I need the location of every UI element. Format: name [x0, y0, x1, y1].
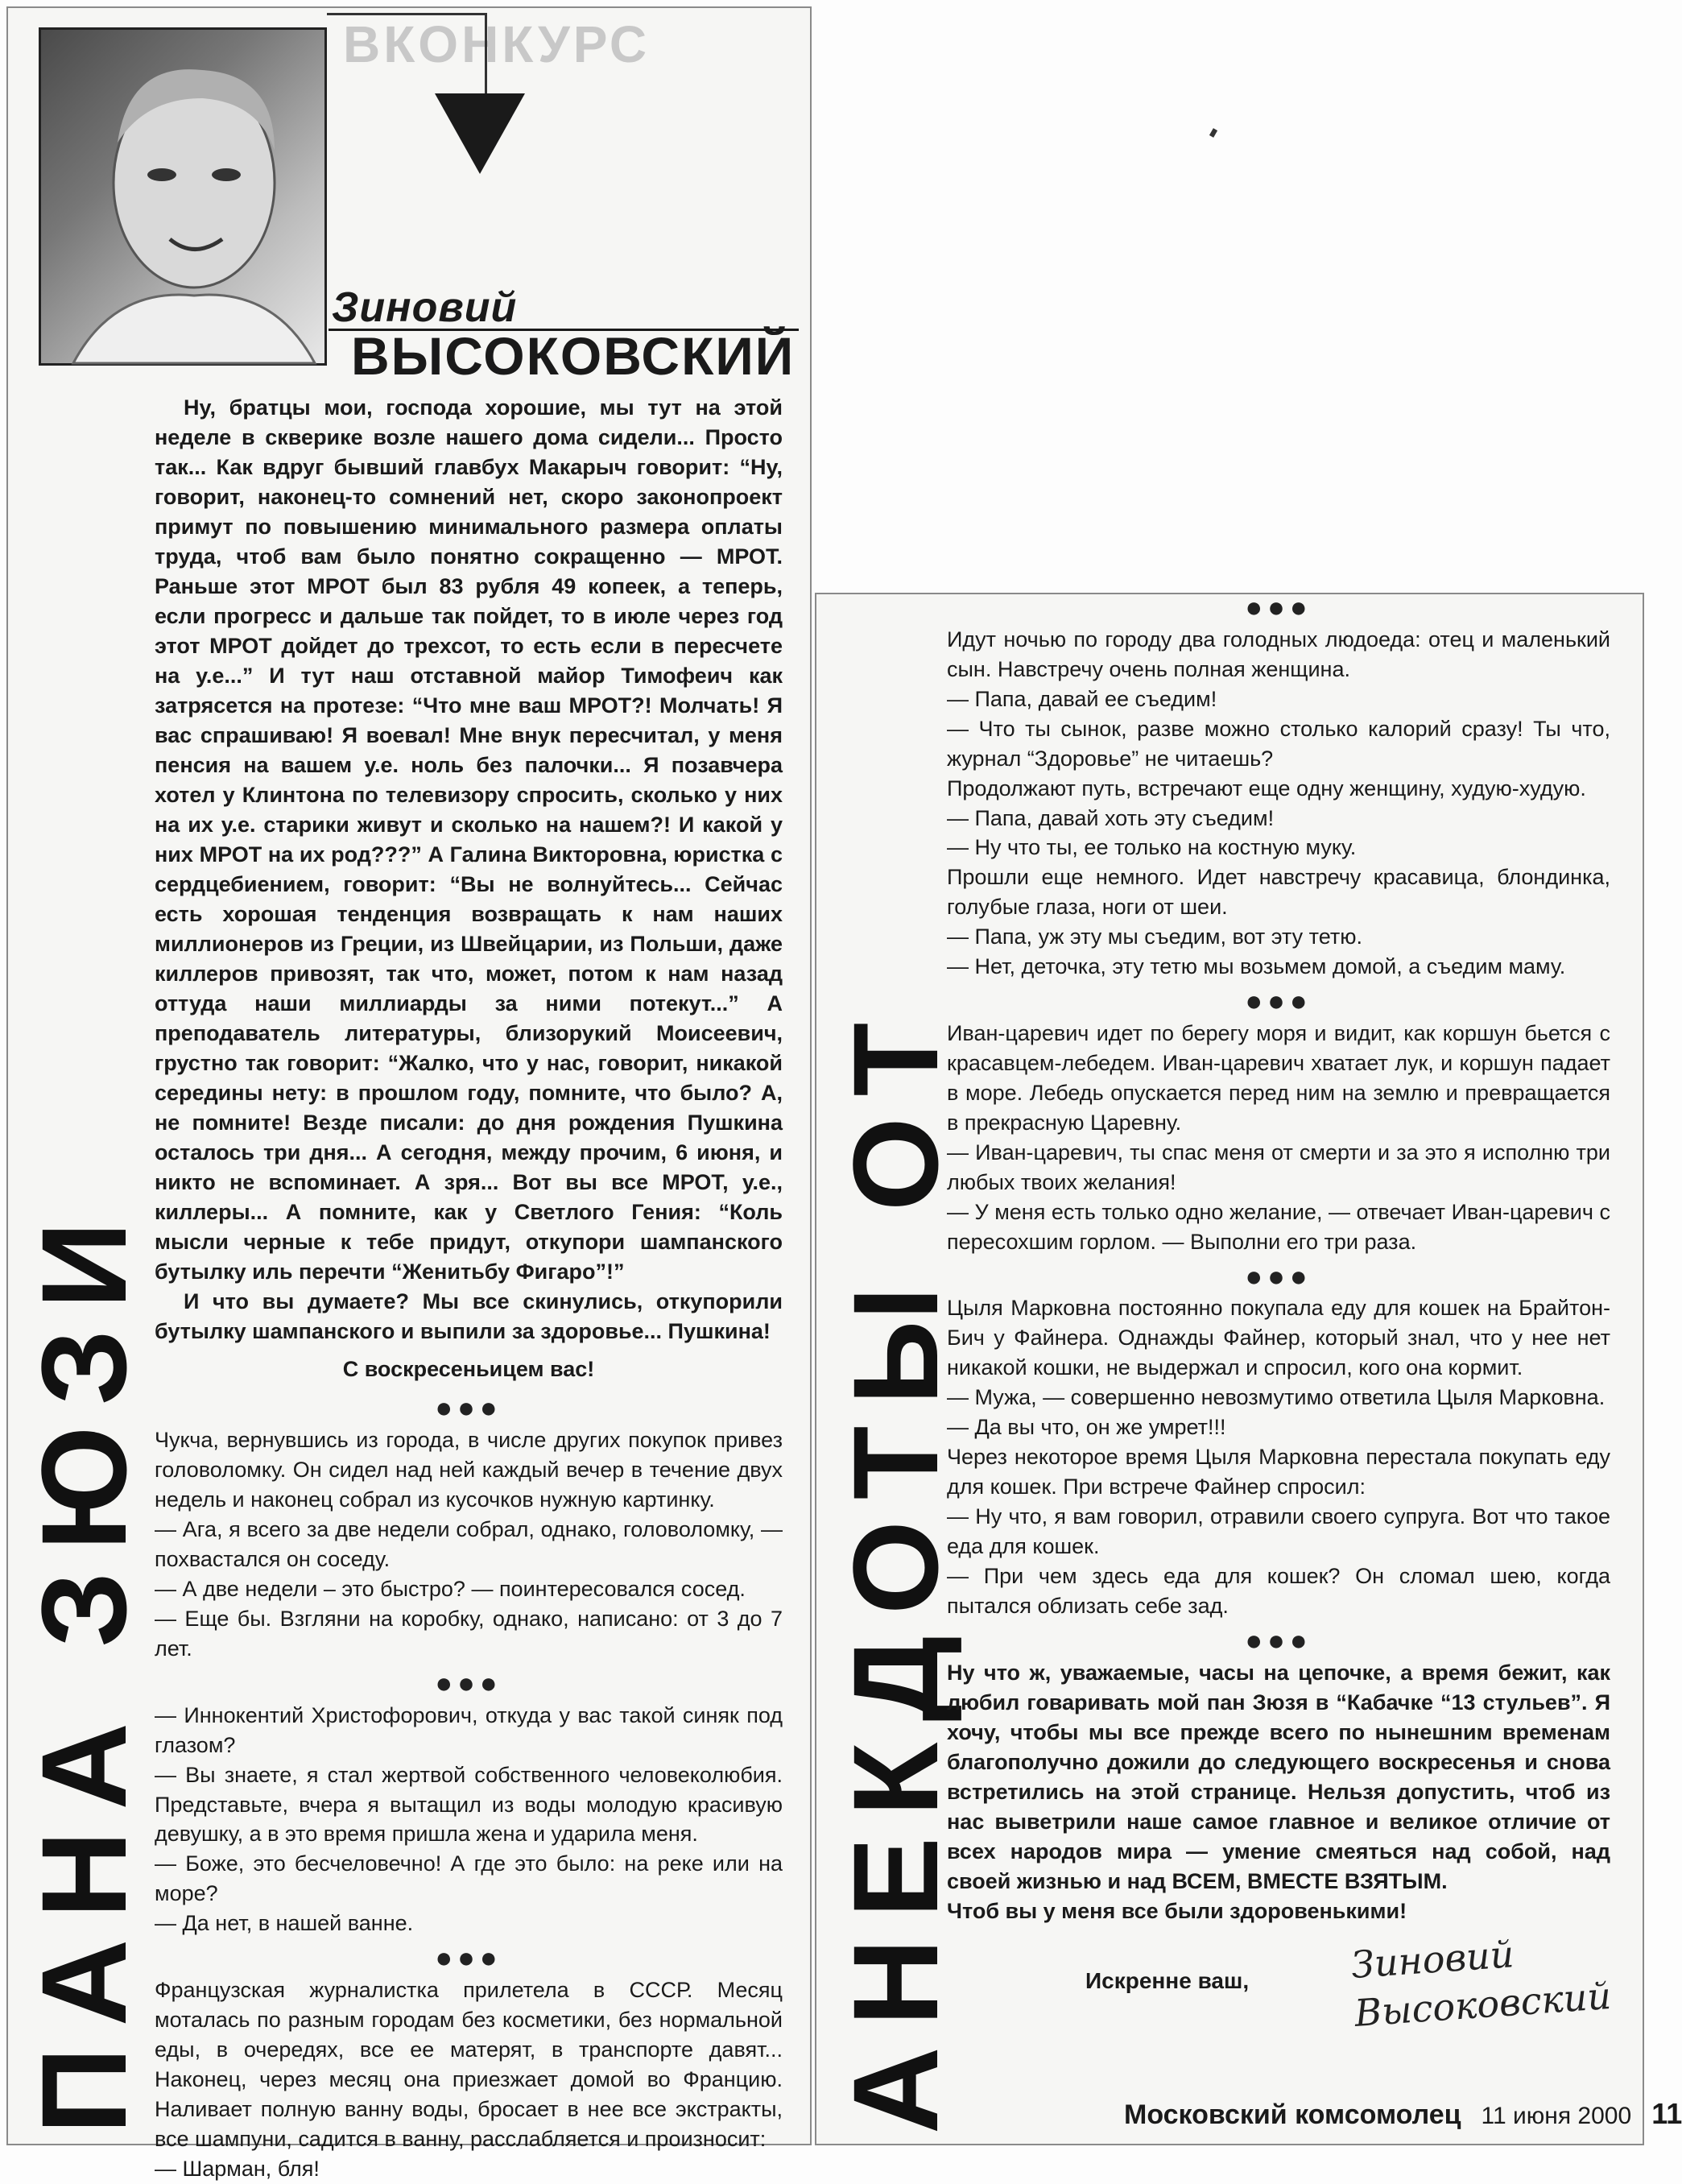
joke-cannibals	[947, 625, 1610, 982]
joke-journalist	[155, 1975, 783, 2184]
joke-line: — Ну что, я вам говорил, отравили своего супруга. Вот что такое еда для кошек.	[947, 1504, 1610, 1559]
joke-line: — Иннокентий Христофорович, откуда у вас такой синяк под глазом?	[155, 1702, 783, 1757]
joke-line: — Папа, давай ее съедим!	[947, 686, 1217, 711]
joke-line: — Иван-царевич, ты спас меня от смерти и за это я исполню три любых твоих желания!	[947, 1140, 1610, 1194]
joke-innokentiy	[155, 1701, 783, 1939]
signature-line: Высоковский	[1353, 1973, 1613, 2035]
joke-line: — Что ты сынок, разве можно столько калорий сразу! Ты что, журнал “Здоровье” не читаешь?	[947, 716, 1610, 771]
page-footer	[1124, 2097, 1682, 2131]
vertical-title-right: АНЕКДОТЫ ОТ	[828, 1001, 963, 2134]
joke-line: Идут ночью по городу два голодных людоеда: отец и маленький сын. Навстречу очень полная женщина.	[947, 627, 1610, 681]
right-column	[947, 588, 1610, 1926]
author-first-name: Зиновий	[332, 284, 518, 331]
page-number: 11	[1651, 2097, 1682, 2130]
joke-line: — При чем здесь еда для кошек? Он сломал шею, когда пытался облизать себе зад.	[947, 1564, 1610, 1619]
joke-line: — Боже, это бесчеловечно! А где это было: на реке или на море?	[155, 1851, 783, 1906]
signature-line: Зиновий	[1349, 1932, 1515, 1988]
author-photo	[39, 27, 327, 366]
separator-dots: ●●●	[1245, 590, 1312, 623]
joke-line: — А две недели – это быстро? — поинтересовался сосед.	[155, 1577, 746, 1601]
greeting: С воскресеньицем вас!	[342, 1356, 595, 1381]
intro-paragraph: Ну, братцы мои, господа хорошие, мы тут на этой неделе в скверике возле нашего дома сидели... Просто так... Как вдруг бывший главбух Макарыч говорит: “Ну, говорит, наконец-то сомнений нет, скоро законопроект примут по повышению минимального размера оплаты труда, чтоб вам было понятно сокращенно — МРОТ. Раньше этот МРОТ был 83 рубля 49 копеек, а теперь, если прогресс и дальше так пойдет, то в июле через год этот МРОТ дойдет до трехсот, то есть если в пересчете на у.е...” И тут наш отставной майор Тимофеич как затрясется на протезе: “Что мне ваш МРОТ?! Молчать! Я вас спрашиваю! Я воевал! Мне внук пересчитал, у меня пенсия на вашем у.е. ноль без палочки... Я позавчера хотел у Клинтона по телевизору спросить, сколько у них на их у.е. старики живут и сколько на нашем?! И какой у них МРОТ на их род???” А Галина Викторовна, юристка с сердцебиением, говорит: “Вы не волнуйтесь... Сейчас есть хорошая тенденция возвращать к нам наших миллионеров из Греции, из Швейцарии, из Польши, даже киллеров привозят, так что, может, потом к нам назад оттуда наши миллиарды за ними потекут...” А преподаватель литературы, близорукий Моисеевич, грустно так говорит: “Жалко, что у нас, говорит, никакой середины нету: в прошлом году, помните, что было? А, не помните! Везде писали: до дня рождения Пушкина осталось три дня... А сегодня, между прочим, 6 июня, и никто не вспоминает. А зря... Вот вы все МРОТ, у.е., киллеры... А помните, как у Светлого Гения: “Коль мысли черные к тебе придут, откупори шампанского бутылку иль перечти “Женитьбу Фигаро”!”	[155, 395, 783, 1284]
joke-chukcha	[155, 1425, 783, 1664]
issue-date: 11 июня 2000	[1481, 2103, 1632, 2129]
closing-phrase: Искренне ваш,	[1085, 1968, 1250, 1993]
joke-line: — Ага, я всего за две недели собрал, однако, головоломку, — похвастался он соседу.	[155, 1517, 783, 1572]
joke-line: Иван-царевич идет по берегу моря и видит, как коршун бьется с красавцем-лебедем. Иван-царевич хватает лук, и коршун падает в море. Лебедь опускается перед ним на землю и превращается в прекрасную Царевну.	[947, 1021, 1610, 1135]
print-speck	[1209, 128, 1217, 138]
joke-line: — Да нет, в нашей ванне.	[155, 1911, 414, 1936]
outro-paragraph-2: Чтоб вы у меня все были здоровенькими!	[947, 1898, 1407, 1923]
joke-line: — Папа, давай хоть эту съедим!	[947, 805, 1275, 830]
separator-dots: ●●●	[1245, 1624, 1312, 1657]
intro-paragraph-2: И что вы думаете? Мы все скинулись, откупорили бутылку шампанского и выпили за здоровье... Пушкина!	[155, 1288, 783, 1343]
outro-paragraph: Ну что ж, уважаемые, часы на цепочке, а время бежит, как любил говаривать мой пан Зюзя в “Кабачке “13 стульев”. Я хочу, чтобы мы все прежде всего по нынешним временам благополучно дожили до следующего воскресенья и снова встретились на этой странице. Нельзя допустить, чтоб из нас выветрили наше самое главное и великое отличие от всех народов мира — умение смеяться над собой, над своей жизнью и над ВСЕМ, ВМЕСТЕ ВЗЯТЫМ.	[947, 1660, 1610, 1893]
joke-line: — Шарман, бля!	[155, 2156, 320, 2181]
handwritten-signature	[1349, 1924, 1613, 2038]
joke-line: Французская журналистка прилетела в СССР. Месяц моталась по разным городам без косметики, без нормальной еды, в очередях, все ее матерят, в транспорте давят... Наконец, через месяц она приезжает домой во Францию. Наливает полную ванну воды, бросает в нее все экстракты, все шампуни, садится в ванну, расслабляется и произносит:	[155, 1978, 783, 2151]
newspaper-name: Московский комсомолец	[1124, 2099, 1461, 2130]
left-column	[155, 393, 783, 2184]
joke-line: Через некоторое время Цыля Марковна перестала покупать еду для кошек. При встрече Файнер спросил:	[947, 1445, 1610, 1499]
joke-line: — Нет, деточка, эту тетю мы возьмем домой, а съедим маму.	[947, 954, 1566, 979]
joke-line: — Ну что ты, ее только на костную муку.	[947, 835, 1357, 860]
joke-line: — Да вы что, он же умрет!!!	[947, 1415, 1226, 1440]
joke-line: — Папа, уж эту мы съедим, вот эту тетю.	[947, 924, 1362, 949]
header-bracket	[327, 13, 487, 96]
down-triangle-icon	[435, 93, 525, 174]
joke-ivan-tsarevich	[947, 1019, 1610, 1257]
joke-line: Цыля Марковна постоянно покупала еду для кошек на Брайтон-Бич у Файнера. Однажды Файнер, который знал, что у нее нет никакой кошки, не выдержал и спросил, кого она кормит.	[947, 1296, 1610, 1380]
separator-dots: ●●●	[1245, 1259, 1312, 1293]
separator-dots: ●●●	[435, 1665, 502, 1699]
joke-line: Чукча, вернувшись из города, в числе других покупок привез головоломку. Он сидел над ней каждый вечер в течение двух недель и наконец собрал из кусочков нужную картинку.	[155, 1428, 783, 1512]
author-last-name: ВЫСОКОВСКИЙ	[351, 326, 796, 386]
separator-dots: ●●●	[435, 1391, 502, 1425]
joke-line: — Мужа, — совершенно невозмутимо ответила Цыля Марковна.	[947, 1385, 1606, 1410]
vertical-title-left: ПАНА ЗЮЗИ	[16, 1201, 151, 2134]
ghost-header-text: ВКОНКУРС	[343, 15, 651, 73]
joke-line: — Еще бы. Взгляни на коробку, однако, написано: от 3 до 7 лет.	[155, 1606, 783, 1661]
joke-line: Прошли еще немного. Идет навстречу красавица, блондинка, голубые глаза, ноги от шеи.	[947, 865, 1610, 920]
joke-tsylya	[947, 1293, 1610, 1621]
joke-line: — Вы знаете, я стал жертвой собственного человеколюбия. Представьте, вчера я вытащил из воды молодую красивую девушку, а в это время пришла жена и ударила меня.	[155, 1762, 783, 1847]
joke-line: — У меня есть только одно желание, — отвечает Иван-царевич с пересохшим горлом. — Выполни его три раза.	[947, 1199, 1610, 1254]
joke-line: Продолжают путь, встречают еще одну женщину, худую-худую.	[947, 776, 1586, 800]
separator-dots: ●●●	[1245, 984, 1312, 1018]
separator-dots: ●●●	[435, 1941, 502, 1975]
